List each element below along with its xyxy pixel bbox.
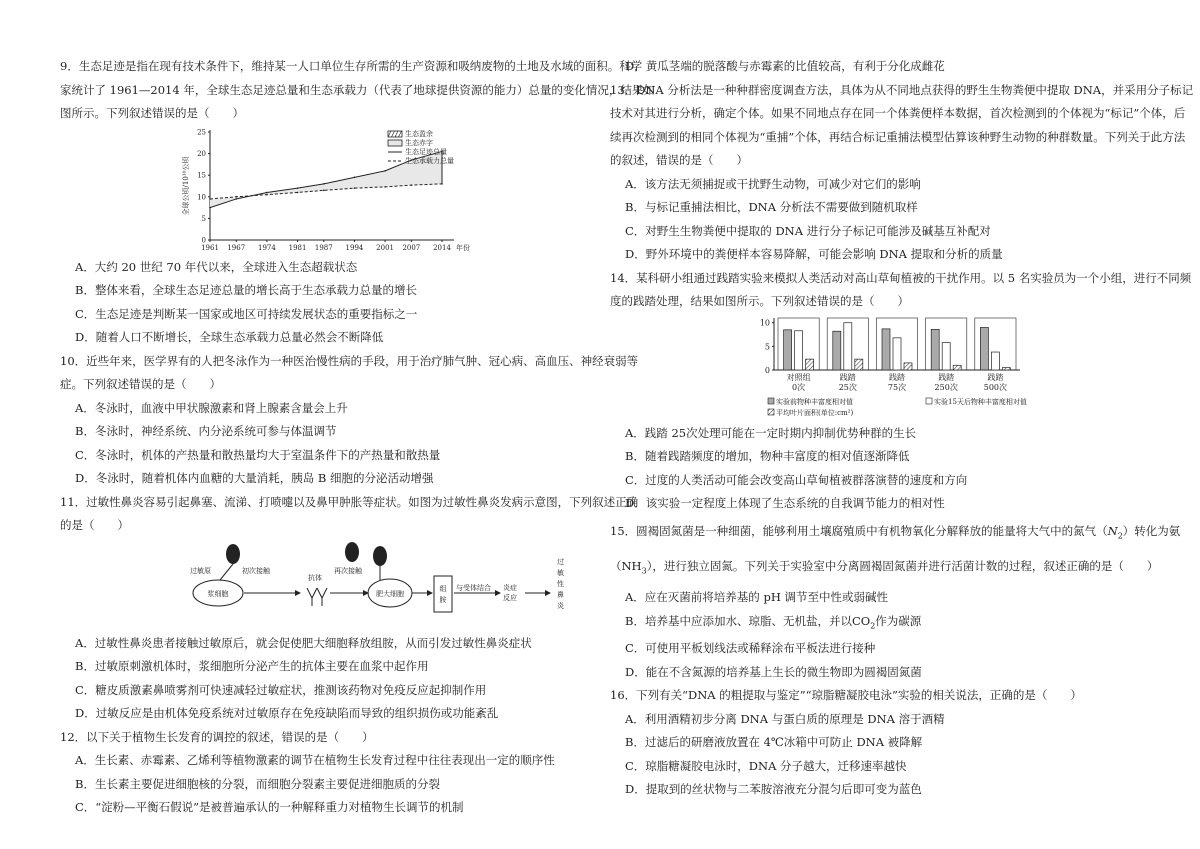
q15-option-b[interactable] [610,610,1145,638]
q11-option-c[interactable]: C．糖皮质激素鼻喷雾剂可快速减轻过敏症状，推测该药物对免疫反应起抑制作用 [75,682,487,697]
inflammation-label-2: 反应 [503,593,517,602]
legend-leaf-swatch [768,409,774,415]
bar-1 [784,329,792,369]
allergen-1-shape [226,544,240,564]
bar-1 [980,327,988,370]
bar-2 [844,322,852,369]
q9-option-c[interactable]: C．生态足迹是判断某一国家或地区可持续发展状态的重要指标之一 [75,306,418,321]
y-tick-label: 0 [201,236,206,244]
bar-3 [806,359,814,370]
bar-1 [931,329,939,370]
allergen-2-shape [345,542,359,562]
y-tick-label: 0 [764,365,770,375]
bar-2 [893,337,901,369]
y-tick-label: 10 [197,192,206,201]
x-tick-label: 践踏 [839,372,856,382]
x-tick-label: 1974 [257,243,276,252]
y-tick-label: 20 [197,149,206,158]
bar-2 [991,352,999,370]
histamine-box [434,576,452,612]
antibody-icon [307,588,327,606]
biocapacity-point [266,193,268,195]
x-tick-label: 250次 [934,382,958,392]
q9 [60,55,655,350]
q9-option-d[interactable]: D．随着人口不断增长，全球生态承载力总量必然会不断降低 [75,330,384,344]
co2-sub: 2 [870,620,876,630]
q13-option-a[interactable]: A．该方法无须捕捉或干扰野生动物，可减少对它们的影响 [625,176,921,191]
q15-stem-2a: （NH [610,558,642,573]
allergen-1-link [220,564,233,580]
bar-1 [882,328,890,369]
q9-chart [60,126,590,256]
biocapacity-point [323,189,325,191]
q15-stem-1a: 15．圆褐固氮菌是一种细菌，能够利用土壤腐殖质中有机物氧化分解释放的能量将大气中的氮气（ [610,523,1108,538]
bar-2 [795,330,803,369]
q12-option-a[interactable]: A．生长素、赤霉素、乙烯利等植物激素的调节在植物生长发育过程中往往表现出一定的顺序性 [75,753,555,767]
q13-stem-2: 技术对其进行分析，确定个体。如果不同地点存在同一个体粪便样本数据，首次检测到的个体视为“标记”个体，后 [610,106,1186,120]
q9-stem-2: 家统计了 1961—2014 年，全球生态足迹总量和生态承载力（代表了地球提供资源的能力）总量的变化情况，结果如 [60,82,655,97]
q11-option-d[interactable]: D．过敏反应是由机体免疫系统对过敏原存在免疫缺陷而导致的组织损伤或功能紊乱 [75,706,499,720]
x-tick-label: 1967 [227,243,246,252]
biocapacity-point [411,184,413,186]
q13-option-b[interactable]: B．与标记重捕法相比，DNA 分析法不需要做到随机取样 [625,200,918,214]
y-tick-label: 25 [197,128,206,136]
q11-option-a[interactable]: A．过敏性鼻炎患者接触过敏原后，就会促使肥大细胞释放组胺，从而引发过敏性鼻炎症状 [75,635,532,650]
x-tick-label: 0次 [792,382,806,392]
q14-chart [610,314,1145,422]
q10-option-c[interactable]: C．冬泳时，机体的产热量和散热量均大于室温条件下的产热量和散热量 [75,447,441,462]
allergen-3-shape [373,546,387,566]
y-tick-label: 15 [197,171,206,180]
q10-option-b[interactable]: B．冬泳时，神经系统、内分泌系统可参与体温调节 [75,424,337,438]
plasma-cell-label: 浆细胞 [207,589,229,598]
right-column [610,55,1194,802]
allergen-label: 过敏原 [190,566,211,575]
q14-option-c[interactable]: C．过度的人类活动可能会改变高山草甸植被群落演替的速度和方向 [625,472,968,487]
y-axis-label: 全球公顷/10¹⁰公顷 [182,156,190,215]
biocapacity-point [297,191,299,193]
q9-stem-1: 9．生态足迹是指在现有技术条件下，维持某一人口单位生存所需的生产资源和吸纳废物的土地及水域的面积。科学 [60,59,643,73]
q10 [60,350,639,491]
x-tick-label: 2007 [402,243,421,252]
q9-option-b[interactable]: B．整体来看，全球生态足迹总量的增长高于生态承载力总量的增长 [75,283,417,297]
q15-stem-2b: ），进行独立固氮。下列关于实验室中分离圆褐固氮菌并进行活菌计数的过程，叙述正确的是（ ） [646,558,1159,573]
x-tick-label: 1981 [288,243,307,252]
footprint-point [384,170,386,172]
x-tick-label: 1994 [345,243,364,252]
footprint-point [235,198,237,200]
legend-after-swatch [926,398,932,404]
q13-option-d[interactable]: D．野外环境中的粪便样本容易降解，可能会影响 DNA 提取和分析的质量 [625,247,1003,261]
x-tick-label: 践踏 [889,372,905,382]
q11-stem-2: 的是（ ） [60,518,129,532]
biocapacity-point [441,183,443,185]
biocapacity-point [354,187,356,189]
q15-option-b-text: B．培养基中应添加水、琼脂、无机盐，并以 [625,613,852,628]
footprint-point [323,183,325,185]
q15-stem-1 [610,516,1181,551]
second-contact-label: 再次接触 [334,566,362,575]
q14-stem-2: 度的践踏处理，结果如图所示。下列叙述错误的是（ ） [610,294,909,308]
q15-option-a[interactable]: A．应在灭菌前将培养基的 pH 调节至中性或弱碱性 [625,590,889,605]
legend-surplus-hatch [395,131,398,137]
legend-deficit-swatch [388,140,402,146]
q10-option-a[interactable]: A．冬泳时，血液中甲状腺激素和肾上腺素含量会上升 [75,400,348,415]
y-tick-label: 10 [759,318,770,328]
q12-option-d[interactable]: D．黄瓜茎端的脱落酸与赤霉素的比值较高，有利于分化成雌花 [625,59,945,73]
q16-option-a[interactable]: A．利用酒精初步分离 DNA 与蛋白质的原理是 DNA 溶于酒精 [625,711,945,726]
footprint-point [354,176,356,178]
q14-option-b[interactable]: B．随着践踏频度的增加，物种丰富度的相对值逐渐降低 [625,449,910,463]
q12-stem-1: 12．以下关于植物生长发育的调控的叙述，错误的是（ ） [60,729,374,744]
q10-option-d[interactable]: D．冬泳时，随着机体内血糖的大量消耗，胰岛 B 细胞的分泌活动增强 [75,471,434,485]
q16-option-b[interactable]: B．过滤后的研磨液放置在 4℃冰箱中可防止 DNA 被降解 [625,735,923,750]
x-axis-label: 年份 [456,243,470,252]
allergy-diagram [60,538,590,632]
histamine-label-1: 组 [439,584,447,593]
histamine-label-2: 胺 [439,595,447,604]
legend-surplus-hatch [392,131,395,137]
receptor-binding-label: 与受体结合 [456,583,491,592]
result-label-4: 鼻 [557,590,564,599]
x-tick-label: 对照组 [786,372,811,382]
result-label-1: 过 [557,557,564,566]
n2-formula: N [1107,523,1118,538]
x-tick-label: 践踏 [987,372,1004,382]
legend-surplus-hatch [388,131,391,137]
y-tick-label: 5 [201,214,206,223]
x-tick-label: 25次 [838,382,857,392]
legend-before-label: 实验前物种丰富度相对值 [776,397,853,406]
trampling-bar-chart [750,314,1050,422]
biocapacity-point [235,196,237,198]
q16 [610,684,1145,802]
x-tick-label: 1961 [201,243,219,252]
q15-option-d[interactable]: D．能在不含氮源的培养基上生长的微生物即为圆褐固氮菌 [625,664,922,679]
bar-3 [904,362,912,369]
q15-stem-2 [610,551,1159,586]
co2-formula: CO [851,613,871,628]
bar-3 [1002,367,1010,369]
antibody-label: 抗体 [308,573,322,582]
q10-stem-2: 症。下列叙述错误的是（ ） [60,377,221,391]
biocapacity-point [384,186,386,188]
q16-option-c[interactable]: C．琼脂糖凝胶电泳时，DNA 分子越大，迁移速率越快 [625,758,907,773]
q15-stem-1b: ）转化为氨 [1122,523,1181,538]
result-label-3: 性 [557,579,564,588]
q13 [610,79,1194,267]
x-tick-label: 2014 [433,243,451,252]
first-contact-label: 初次接触 [242,566,270,575]
footprint-point [209,206,211,208]
n2-sub: 2 [1117,530,1123,540]
q12-option-c[interactable]: C．“淀粉—平衡石假说”是被普遍承认的一种解释重力对植物生长调节的机制 [75,800,464,814]
q13-stem-3: 续再次检测到的相同个体视为“重捕”个体，再结合标记重捕法模型估算该种野生动物的种群数量。下列关于此方法 [610,129,1186,144]
legend-surplus-hatch [399,131,402,137]
legend-before-swatch [768,398,774,404]
x-tick-label: 践踏 [938,372,955,382]
q13-stem-1: 13．DNA 分析法是一种种群密度调查方法，具体为从不同地点获得的野生生物粪便中提取 DNA，并采用分子标记 [610,82,1194,97]
bar-1 [833,331,841,370]
legend-after-label: 实验15天后物种丰富度相对值 [934,397,1027,406]
q11-option-b[interactable]: B．过敏原刺激机体时，浆细胞所分泌产生的抗体主要在血浆中起作用 [75,659,429,673]
bar-3 [855,359,863,370]
q15 [610,516,1181,685]
x-tick-label: 75次 [887,382,907,392]
x-tick-label: 2001 [376,243,395,252]
bar-3 [953,365,961,370]
q14-stem-1: 14．某科研小组通过践踏实验来模拟人类活动对高山草甸植被的干扰作用。以 5 名实验员为一个小组，进行不同频 [610,270,1192,285]
q16-stem-1: 16．下列有关“DNA 的粗提取与鉴定”“琼脂糖凝胶电泳”实验的相关说法，正确的是（ ） [610,688,1082,703]
q12-option-b[interactable]: B．生长素主要促进细胞核的分裂，而细胞分裂素主要促进细胞质的分裂 [75,776,440,791]
q9-stem-3: 图所示。下列叙述错误的是（ ） [60,106,244,120]
q14-option-d[interactable]: D．该实验一定程度上体现了生态系统的自我调节能力的相对性 [625,496,945,510]
x-tick-label: 500次 [983,382,1008,392]
biocapacity-point [209,198,211,200]
x-tick-label: 1987 [314,243,333,252]
mast-cell-label: 肥大细胞 [376,589,404,598]
legend-deficit-label: 生态赤字 [405,138,433,147]
eco-footprint-chart [180,126,600,256]
footprint-point [297,187,299,189]
y-tick-label: 5 [764,341,770,351]
q14 [610,267,1192,516]
q10-stem-1: 10．近些年来，医学界有的人把冬泳作为一种医治慢性病的手段，用于治疗肺气肿、冠心病、高血压、神经衰弱等 [60,353,639,368]
result-label-5: 炎 [557,601,564,610]
q14-option-a[interactable]: A．践踏 25次处理可能在一定时期内抑制优势种群的生长 [625,425,917,440]
legend-surplus-label: 生态盈余 [405,129,433,138]
q13-stem-4: 的叙述，错误的是（ ） [610,153,748,167]
legend-leaf-label: 平均叶片面积(单位:cm²) [776,408,854,417]
result-label-2: 敏 [557,568,564,577]
q11-stem-1: 11．过敏性鼻炎容易引起鼻塞、流涕、打喷嚏以及鼻甲肿胀等症状。如图为过敏性鼻炎发病示意图，下列叙述正确 [60,494,639,509]
inflammation-label-1: 炎症 [503,583,517,592]
footprint-point [266,191,268,193]
q13-option-c[interactable]: C．对野生生物粪便中提取的 DNA 进行分子标记可能涉及碱基互补配对 [625,223,991,238]
q15-option-b-tail: 作为碳源 [875,613,922,628]
legend-biocapacity-label: 生态承载力总量 [405,156,454,165]
q16-option-d[interactable]: D．提取到的丝状物与二苯胺溶液充分混匀后即可变为蓝色 [625,782,922,797]
q12 [60,726,590,820]
legend-footprint-label: 生态足迹总量 [405,147,447,156]
q15-option-c[interactable]: C．可使用平板划线法或稀释涂布平板法进行接种 [625,641,876,656]
bar-2 [942,342,950,369]
nh3-sub: 3 [641,566,647,576]
q9-option-a[interactable]: A．大约 20 世纪 70 年代以来，全球进入生态超载状态 [75,259,358,274]
